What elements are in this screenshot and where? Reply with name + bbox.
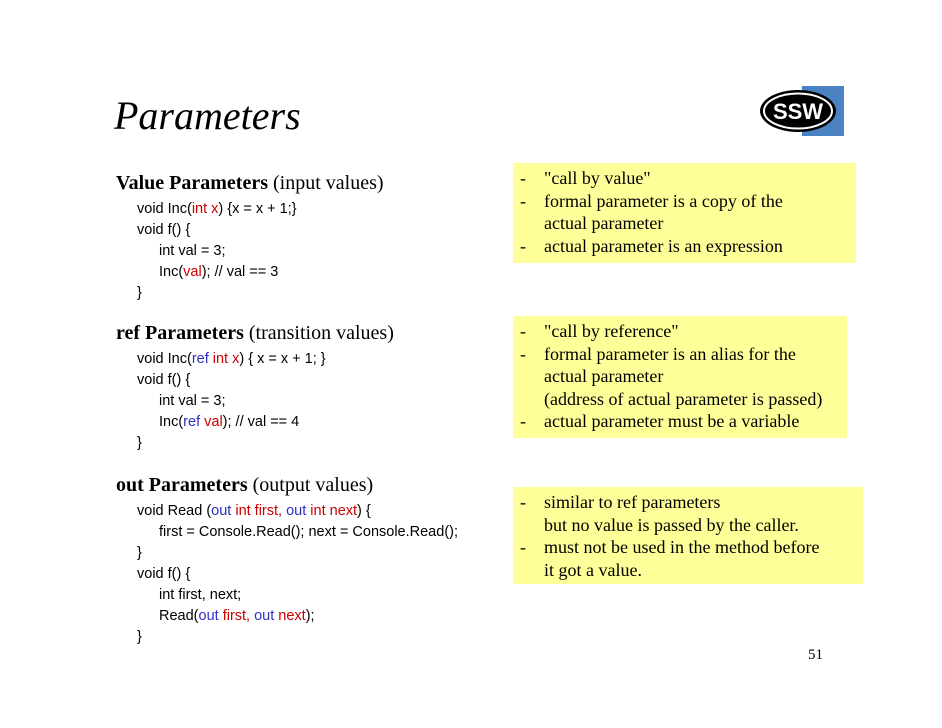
code-text: );: [305, 608, 315, 624]
code-line: [137, 370, 326, 391]
code-text: ); // val == 3: [201, 264, 279, 280]
code-line: [137, 585, 458, 606]
note-item: [520, 343, 841, 411]
note-item: [520, 320, 841, 343]
code-text: Inc(: [159, 264, 184, 280]
code-text: void f() {: [137, 566, 191, 582]
code-text: }: [137, 285, 142, 301]
code-line: [137, 412, 326, 433]
note-line: but no value is passed by the caller.: [544, 514, 799, 535]
note-box-out: [513, 487, 863, 584]
note-text: [544, 320, 679, 343]
note-text: [544, 343, 822, 411]
note-dash: -: [520, 321, 526, 341]
note-line: actual parameter: [544, 366, 664, 386]
page-number: 51: [808, 647, 823, 663]
code-line: [137, 522, 458, 543]
code-line: [137, 543, 458, 564]
note-line: "call by value": [544, 168, 651, 188]
code-keyword: out: [211, 503, 236, 519]
code-line: [137, 241, 297, 262]
note-box-value: [513, 163, 856, 263]
code-text: void f() {: [137, 372, 191, 388]
section-heading-value: Value Parameters (input values): [116, 172, 384, 194]
note-text: [544, 235, 783, 258]
code-keyword: ref: [191, 351, 213, 367]
code-text: ); // val == 4: [222, 414, 300, 430]
code-text: void f() {: [137, 222, 191, 238]
code-block-out: [137, 501, 458, 648]
note-line: must not be used in the method before: [544, 537, 820, 557]
code-line: [137, 283, 297, 304]
note-line: similar to ref parameters: [544, 492, 721, 512]
code-keyword: out: [198, 608, 223, 624]
note-dash: -: [520, 343, 526, 364]
note-line: actual parameter: [544, 213, 664, 233]
code-line: [137, 433, 326, 454]
code-text: }: [137, 629, 142, 645]
note-item: [520, 235, 850, 258]
code-line: [137, 606, 458, 627]
code-line: [137, 199, 297, 220]
code-variable: int x: [212, 351, 240, 367]
code-variable: next: [278, 608, 306, 624]
code-variable: val: [183, 264, 202, 280]
note-line: (address of actual parameter is passed): [544, 388, 823, 409]
note-text: [544, 536, 819, 581]
note-item: [520, 410, 841, 433]
code-variable: val: [204, 414, 223, 430]
code-text: int val = 3;: [159, 243, 226, 259]
note-text: [544, 410, 799, 433]
note-line: formal parameter is an alias for the: [544, 343, 796, 364]
code-text: ) { x = x + 1; }: [239, 351, 326, 367]
ssw-logo-icon: [758, 86, 844, 136]
code-text: first = Console.Read(); next = Console.Read();: [159, 524, 458, 540]
note-line: it got a value.: [544, 559, 642, 580]
note-dash: -: [520, 537, 526, 557]
code-text: void Inc(: [137, 201, 192, 217]
note-dash: -: [520, 190, 526, 211]
code-block-value: [137, 199, 297, 304]
code-line: [137, 262, 297, 283]
note-text: [544, 190, 783, 235]
code-block-ref: [137, 349, 326, 454]
code-variable: int next: [310, 503, 358, 519]
note-dash: -: [520, 168, 526, 188]
note-line: actual parameter must be a variable: [544, 411, 800, 431]
code-keyword: out: [254, 608, 279, 624]
section-heading-out: out Parameters (output values): [116, 474, 374, 496]
code-text: Inc(: [159, 414, 184, 430]
code-text: void Inc(: [137, 351, 192, 367]
note-dash: -: [520, 411, 526, 431]
code-keyword: out: [286, 503, 311, 519]
note-line: actual parameter is an expression: [544, 235, 783, 256]
note-line: "call by reference": [544, 321, 679, 341]
code-keyword: ref: [183, 414, 205, 430]
code-text: ) {x = x + 1;}: [218, 201, 297, 217]
code-line: [137, 391, 326, 412]
note-item: [520, 536, 857, 581]
note-text: [544, 167, 651, 190]
code-line: [137, 220, 297, 241]
note-dash: -: [520, 492, 526, 512]
note-item: [520, 167, 850, 190]
code-text: }: [137, 545, 142, 561]
note-box-ref: [513, 316, 847, 438]
note-dash: -: [520, 235, 526, 256]
section-heading-ref: ref Parameters (transition values): [116, 322, 394, 344]
code-line: [137, 349, 326, 370]
code-variable: int x: [191, 201, 219, 217]
code-line: [137, 627, 458, 648]
code-variable: first,: [222, 608, 255, 624]
code-text: }: [137, 435, 142, 451]
code-text: void Read (: [137, 503, 212, 519]
code-text: int first, next;: [159, 587, 242, 603]
code-text: ) {: [357, 503, 371, 519]
code-text: Read(: [159, 608, 199, 624]
code-variable: int first,: [235, 503, 287, 519]
slide-title: Parameters: [114, 93, 301, 138]
code-text: int val = 3;: [159, 393, 226, 409]
note-item: [520, 491, 857, 536]
code-line: [137, 501, 458, 522]
note-line: formal parameter is a copy of the: [544, 190, 783, 211]
note-text: [544, 491, 799, 536]
note-item: [520, 190, 850, 235]
logo-text: SSW: [772, 99, 824, 124]
code-line: [137, 564, 458, 585]
